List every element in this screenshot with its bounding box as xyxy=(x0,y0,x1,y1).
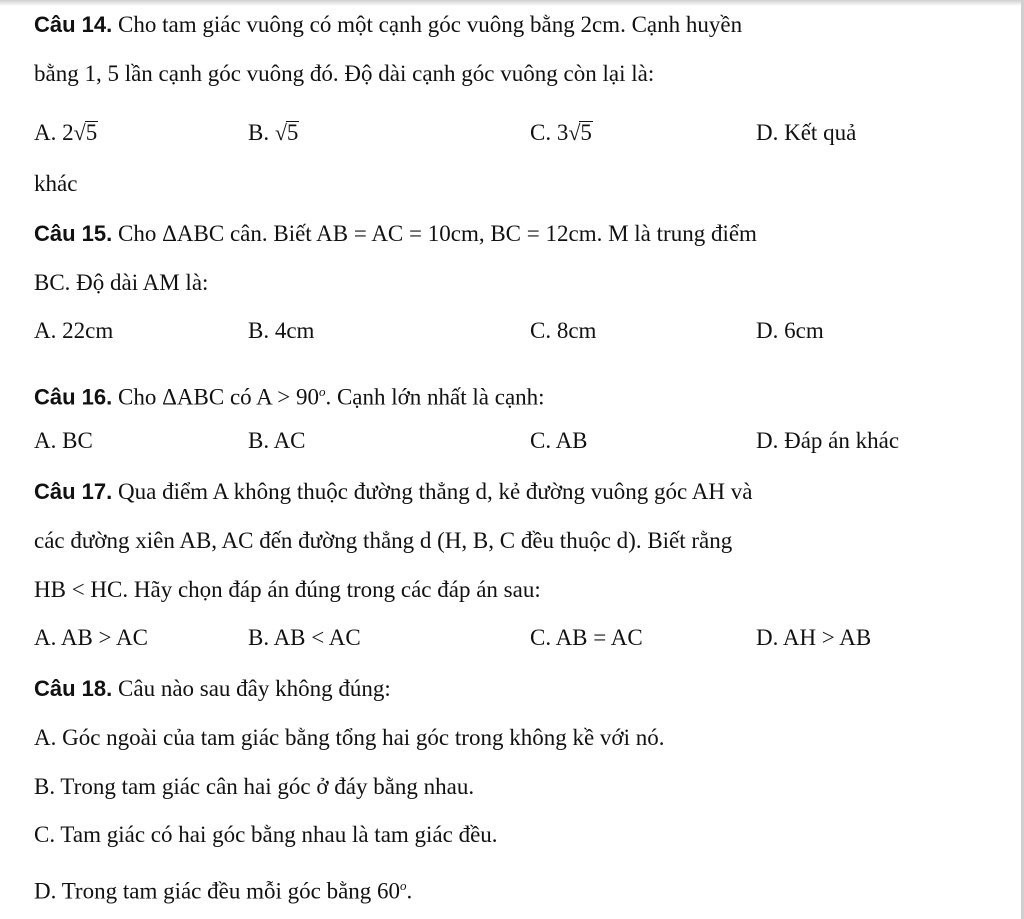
q15-label: Câu 15. xyxy=(34,221,113,246)
q18-label: Câu 18. xyxy=(34,676,113,701)
q18-line-1 xyxy=(34,674,391,704)
q15-option-b: B. 4cm xyxy=(248,318,315,343)
top-shadow xyxy=(0,0,1024,6)
q14-line-1 xyxy=(34,10,742,40)
q16-option-a: A. BC xyxy=(34,428,93,453)
q14-option-d-continued: khác xyxy=(34,171,78,196)
q17-line-1 xyxy=(34,477,752,507)
q16-option-b: B. AC xyxy=(248,428,306,453)
q16-option-c: C. AB xyxy=(530,428,588,453)
q18-option-d xyxy=(34,871,412,907)
q14-option-a-radicand: 5 xyxy=(85,120,98,145)
q16-line-1 xyxy=(34,377,545,413)
q15-line-2: BC. Độ dài AM là: xyxy=(34,270,209,295)
q16-label: Câu 16. xyxy=(34,384,113,410)
q14-option-c: C. 3√5 xyxy=(530,120,592,145)
q17-option-a: A. AB > AC xyxy=(34,625,148,650)
q14-option-b-prefix: B. xyxy=(248,120,275,145)
q15-option-a: A. 22cm xyxy=(34,318,114,343)
q18-option-a: A. Góc ngoài của tam giác bằng tổng hai góc trong không kề với nó. xyxy=(34,725,665,750)
q18-option-c: C. Tam giác có hai góc bằng nhau là tam giác đều. xyxy=(34,822,498,847)
q14-text-1: Cho tam giác vuông có một cạnh góc vuông bằng 2cm. Cạnh huyền xyxy=(112,12,743,37)
q15-line-1 xyxy=(34,219,757,249)
q14-line-2: bằng 1, 5 lần cạnh góc vuông đó. Độ dài cạnh góc vuông còn lại là: xyxy=(34,61,655,86)
q17-option-d: D. AH > AB xyxy=(756,625,872,650)
q16-text-1b: . Cạnh lớn nhất là cạnh: xyxy=(325,384,545,410)
q18-option-d-text: D. Trong tam giác đều mỗi góc bằng 60 xyxy=(34,878,401,904)
q15-option-c: C. 8cm xyxy=(530,318,597,343)
q15-option-d: D. 6cm xyxy=(756,318,824,343)
q17-line-2: các đường xiên AB, AC đến đường thẳng d (H, B, C đều thuộc d). Biết rằng xyxy=(34,528,733,553)
q14-option-b: B. √5 xyxy=(248,120,299,145)
q14-option-a: A. 2√5 xyxy=(34,120,98,145)
q14-option-a-prefix: A. 2 xyxy=(34,120,74,145)
q14-option-b-radicand: 5 xyxy=(286,120,299,145)
q15-text-1: Cho ΔABC cân. Biết AB = AC = 10cm, BC = 12cm. M là trung điểm xyxy=(112,221,757,246)
q16-degree: o xyxy=(318,384,326,399)
q17-line-3: HB < HC. Hãy chọn đáp án đúng trong các đáp án sau: xyxy=(34,577,541,602)
q17-option-b: B. AB < AC xyxy=(248,625,361,650)
q17-text-1: Qua điểm A không thuộc đường thẳng d, kẻ đường vuông góc AH và xyxy=(112,479,753,504)
q16-option-d: D. Đáp án khác xyxy=(756,428,900,453)
q17-label: Câu 17. xyxy=(34,479,113,504)
q18-option-b: B. Trong tam giác cân hai góc ở đáy bằng nhau. xyxy=(34,774,475,799)
q14-option-c-radicand: 5 xyxy=(580,120,592,145)
q14-label: Câu 14. xyxy=(34,12,113,37)
q16-text-1a: Cho ΔABC có A > 90 xyxy=(112,384,319,410)
q17-option-c: C. AB = AC xyxy=(530,625,643,650)
q14-option-c-prefix: C. 3 xyxy=(530,120,569,145)
q18-degree: o xyxy=(400,878,407,893)
q14-option-d: D. Kết quả xyxy=(756,120,857,145)
q18-text-1: Câu nào sau đây không đúng: xyxy=(112,676,391,701)
q18-option-d-end: . xyxy=(406,878,413,904)
